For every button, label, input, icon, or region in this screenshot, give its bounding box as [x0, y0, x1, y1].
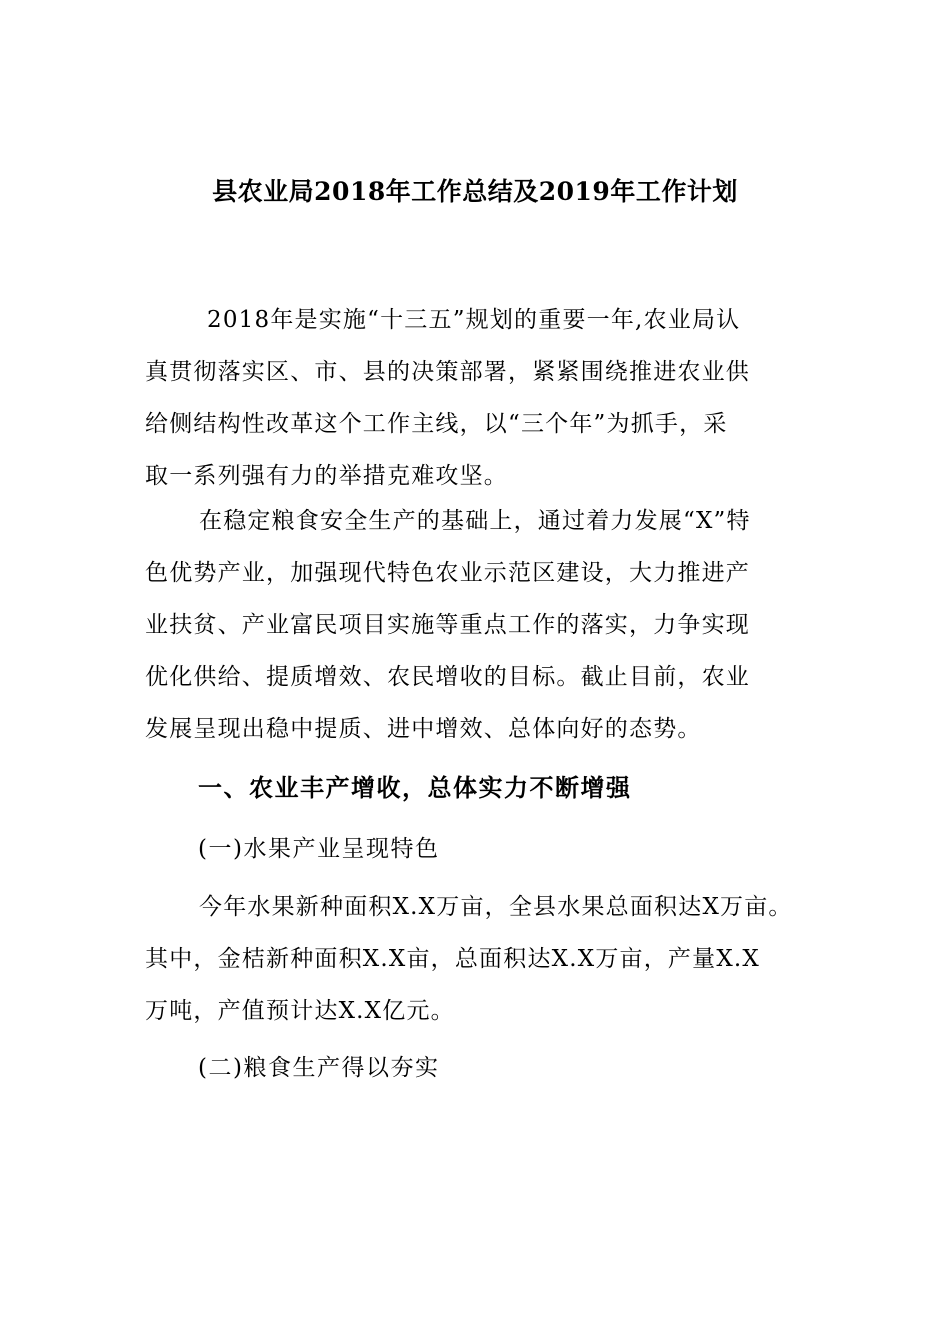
- paragraph-line: 2018年是实施“十三五”规划的重要一年,农业局认: [207, 307, 741, 333]
- paragraph-overview: [145, 495, 795, 755]
- paragraph-line: 取一系列强有力的举措克难攻坚。: [145, 463, 508, 489]
- paragraph-line: 真贯彻落实区、市、县的决策部署，紧紧围绕推进农业供: [145, 359, 750, 385]
- paragraph-line: 其中，金桔新种面积X.X亩，总面积达X.X万亩，产量X.X: [145, 946, 760, 972]
- paragraph-line: 在稳定粮食安全生产的基础上，通过着力发展“X”特: [199, 508, 751, 534]
- paragraph-intro: [145, 294, 795, 502]
- paragraph-line: 发展呈现出稳中提质、进中增效、总体向好的态势。: [145, 716, 702, 742]
- document-title: 县农业局2018年工作总结及2019年工作计划: [212, 177, 738, 206]
- subsection-heading-grain: (二)粮食生产得以夯实: [198, 1055, 440, 1081]
- paragraph-line: 万吨，产值预计达X.X亿元。: [145, 998, 455, 1024]
- paragraph-line: 色优势产业，加强现代特色农业示范区建设，大力推进产: [145, 560, 750, 586]
- paragraph-fruit: [145, 881, 795, 1037]
- paragraph-line: 给侧结构性改革这个工作主线，以“三个年”为抓手，采: [145, 411, 728, 437]
- subsection-heading-fruit: (一)水果产业呈现特色: [198, 836, 440, 862]
- paragraph-line: 业扶贫、产业富民项目实施等重点工作的落实，力争实现: [145, 612, 750, 638]
- paragraph-line: 优化供给、提质增效、农民增收的目标。截止目前，农业: [145, 664, 750, 690]
- paragraph-line: 今年水果新种面积X.X万亩，全县水果总面积达X万亩。: [199, 894, 793, 920]
- section-heading: 一、农业丰产增收，总体实力不断增强: [198, 773, 632, 802]
